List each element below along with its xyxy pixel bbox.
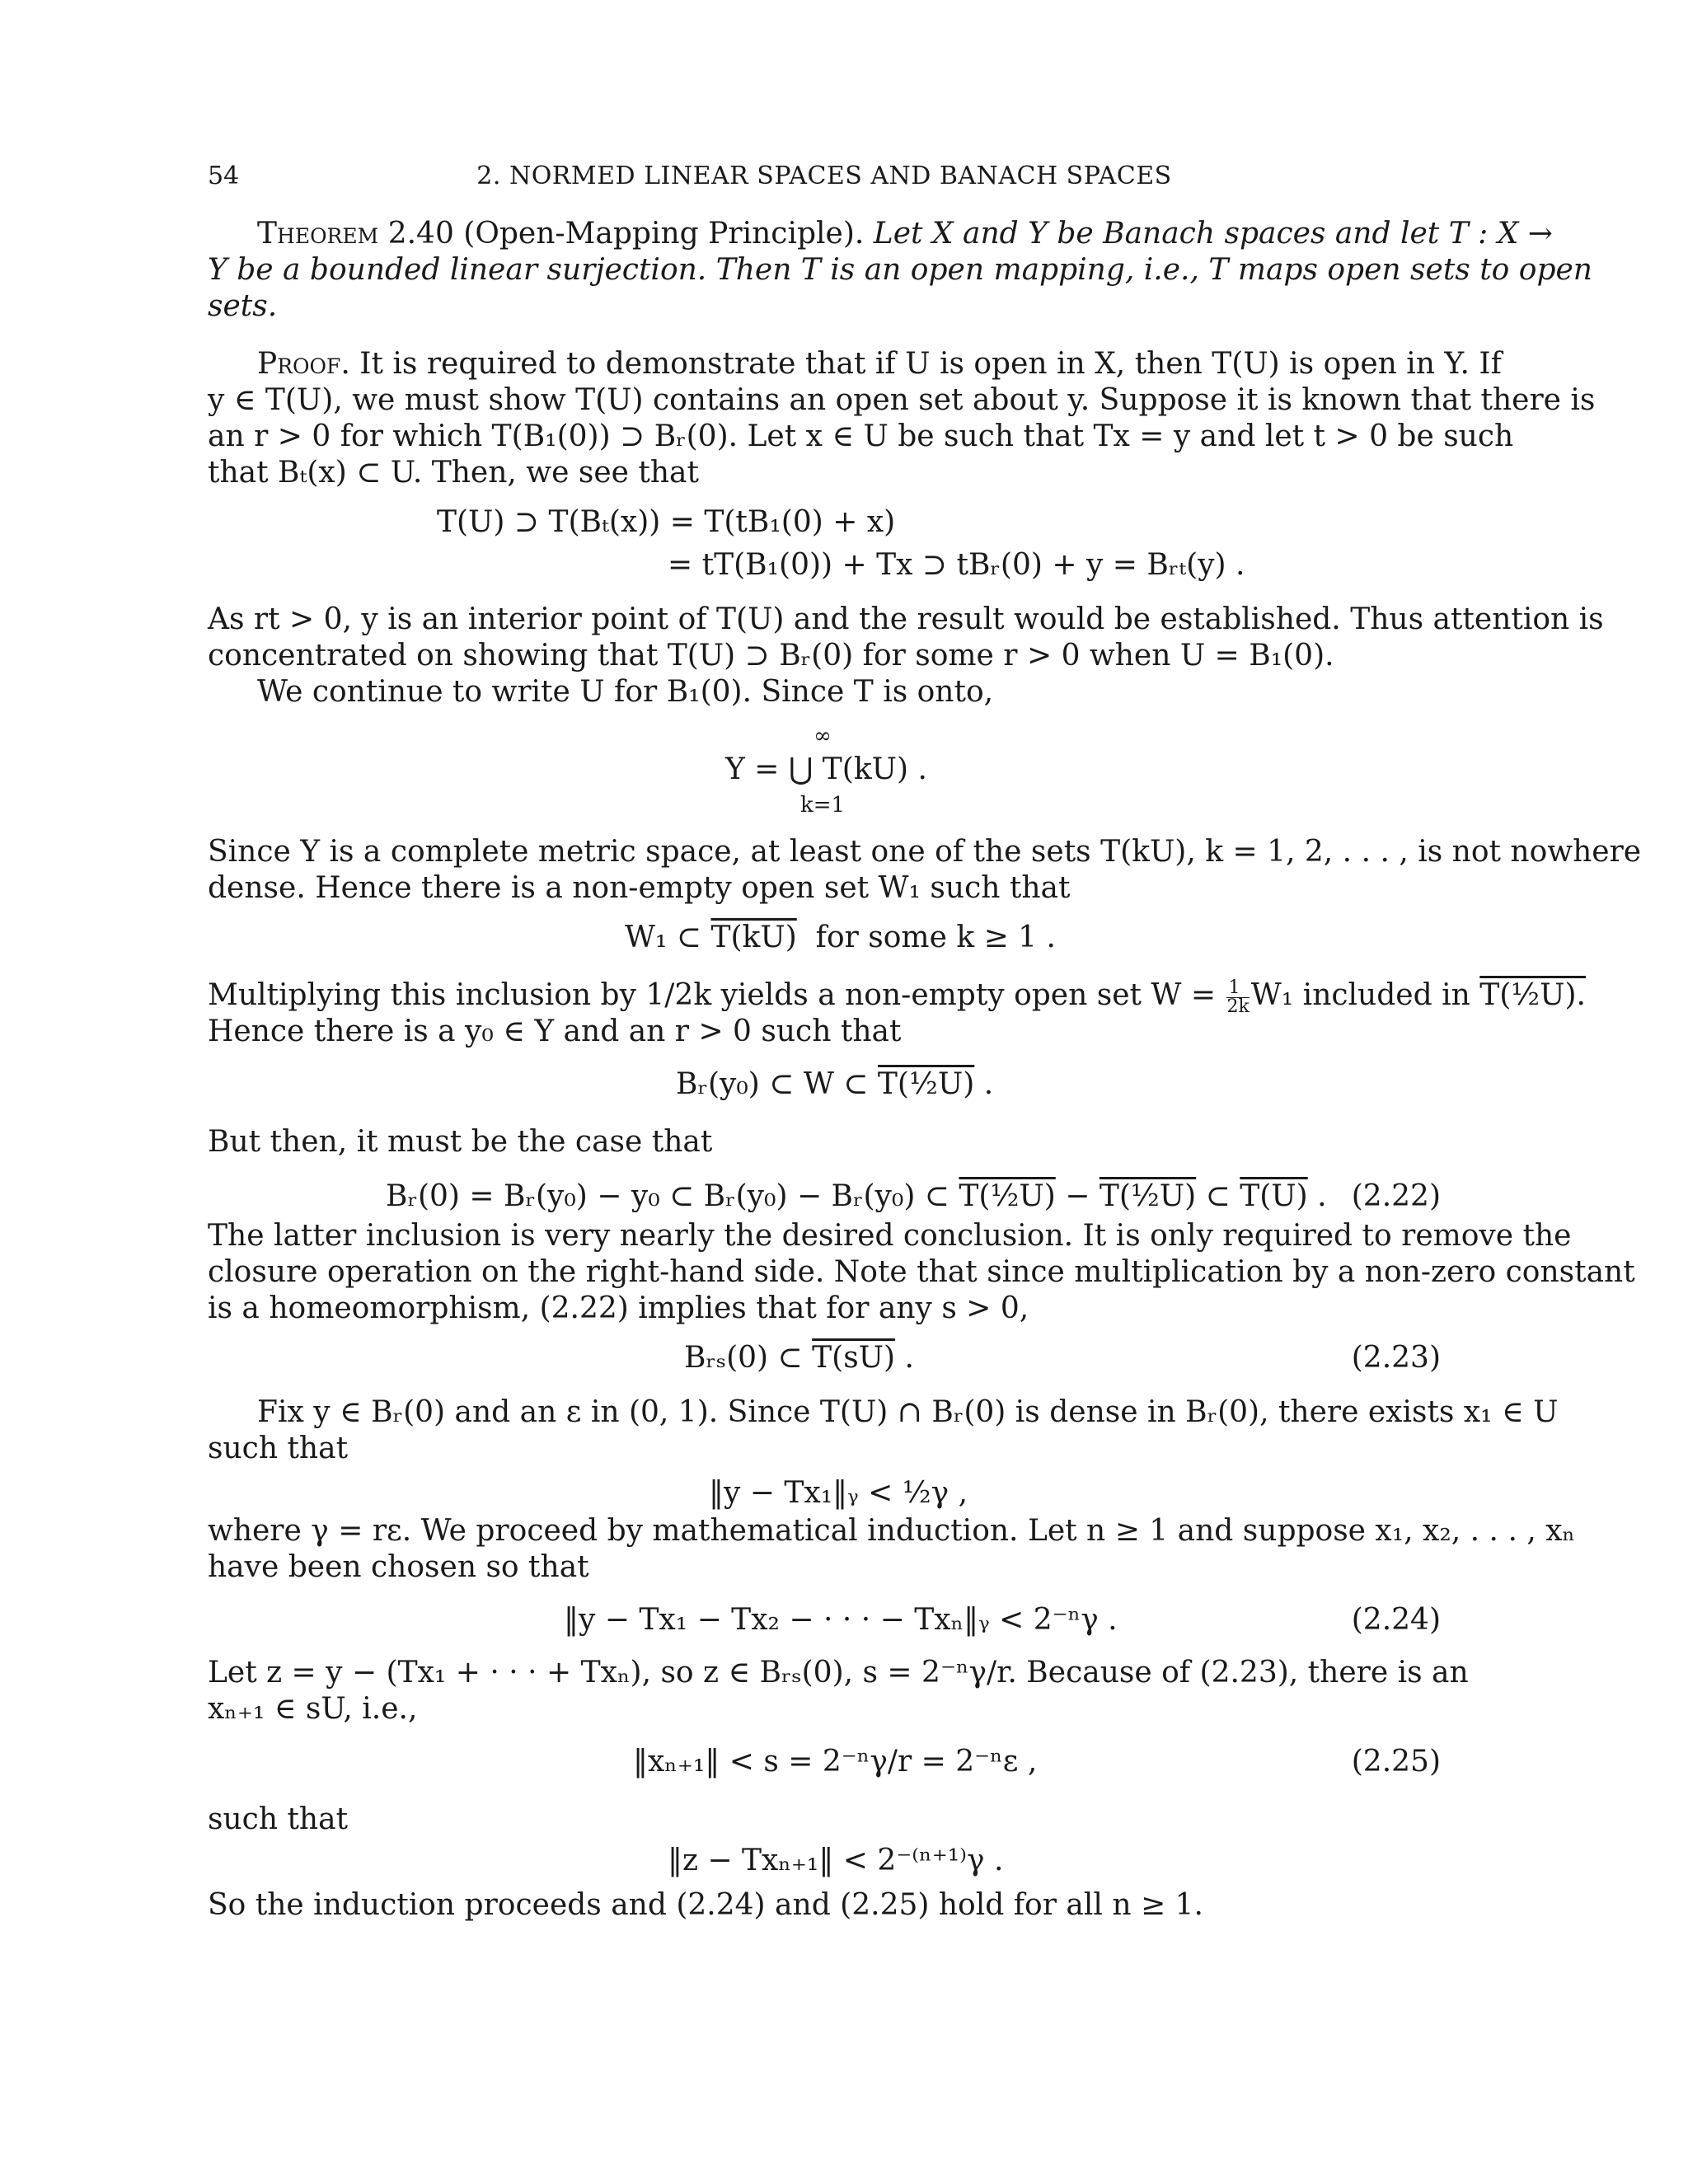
paragraph-2-line-2: concentrated on showing that T(U) ⊃ Bᵣ(0) for some r > 0 when U = B₁(0). [208, 639, 1334, 673]
paragraph-7-line-2: closure operation on the right-hand side. Note that since multiplication by a non-zero constant [208, 1255, 1635, 1289]
equation-2-22-left: Bᵣ(0) = Bᵣ(y₀) − y₀ ⊂ Bᵣ(y₀) − Bᵣ(y₀) ⊂ [386, 1179, 959, 1213]
equation-d-left: Bᵣ(y₀) ⊂ W ⊂ [676, 1067, 878, 1101]
equation-2-24-body: ‖y − Tx₁ − Tx₂ − · · · − Txₙ‖ᵧ < 2⁻ⁿγ . [564, 1603, 1118, 1637]
equation-2-22-closure-2: T(½U) [1099, 1179, 1197, 1213]
paragraph-2-line-1: As rt > 0, y is an interior point of T(U) and the result would be established. Thus attention is [208, 602, 1604, 636]
equation-a-line-2: = tT(B₁(0)) + Tx ⊃ tBᵣ(0) + y = Bᵣₜ(y) . [668, 548, 1245, 582]
theorem-statement-1: Let X and Y be Banach spaces and let T : X → [873, 217, 1553, 251]
fraction-numerator: 1 [1226, 979, 1249, 998]
theorem-line-3 [208, 288, 1441, 325]
theorem-number: 2.40 [387, 217, 454, 251]
equation-2-23-closure: T(sU) [812, 1341, 896, 1375]
equation-e: ‖y − Tx₁‖ᵧ < ½γ , [709, 1476, 968, 1510]
equation-c-left: W₁ ⊂ [625, 921, 711, 954]
union-expression: Y = ⋃ T(kU) . [725, 752, 927, 786]
equation-2-23-end: . [895, 1341, 914, 1375]
theorem-label: Theorem [257, 217, 379, 251]
equation-2-25-body: ‖xₙ₊₁‖ < s = 2⁻ⁿγ/r = 2⁻ⁿε , [633, 1745, 1038, 1779]
paragraph-3-line-1: We continue to write U for B₁(0). Since T is onto, [257, 675, 994, 709]
equation-a-line-1: T(U) ⊃ T(Bₜ(x)) = T(tB₁(0) + x) [437, 505, 896, 539]
union-equation [725, 752, 927, 788]
paragraph-7-line-1: The latter inclusion is very nearly the desired conclusion. It is only required to remove the [208, 1219, 1572, 1253]
theorem-statement-3: sets. [208, 289, 278, 323]
paragraph-8-line-2: such that [208, 1432, 349, 1465]
equation-2-22-closure-3: T(U) [1240, 1179, 1308, 1213]
equation-c-closure: T(kU) [710, 921, 797, 954]
equation-2-22-subset: ⊂ [1196, 1179, 1240, 1213]
equation-number-2-24: (2.24) [1351, 1603, 1441, 1637]
equation-2-22-end: . [1307, 1179, 1327, 1213]
equation-2-23-left: Bᵣₛ(0) ⊂ [684, 1341, 813, 1375]
paragraph-4-line-1: Since Y is a complete metric space, at least one of the sets T(kU), k = 1, 2, . . . , is not nowhere [208, 835, 1642, 869]
page-number: 54 [208, 162, 240, 190]
equation-c [625, 920, 1056, 956]
running-header [208, 162, 1441, 194]
paragraph-4-line-2: dense. Hence there is a non-empty open set W₁ such that [208, 871, 1071, 905]
paragraph-12-line-1: So the induction proceeds and (2.24) and (2.25) hold for all n ≥ 1. [208, 1888, 1203, 1922]
paragraph-5-text-b: W₁ included in [1250, 978, 1480, 1012]
proof-label: Proof. [257, 347, 350, 381]
paragraph-7-line-3: is a homeomorphism, (2.22) implies that for any s > 0, [208, 1291, 1029, 1325]
equation-d-closure: T(½U) [877, 1067, 975, 1101]
theorem-name: (Open-Mapping Principle). [463, 217, 865, 251]
equation-number-2-25: (2.25) [1351, 1745, 1441, 1779]
equation-2-23-body [684, 1340, 914, 1376]
equation-number-2-22: (2.22) [1351, 1179, 1441, 1213]
equation-d [676, 1066, 993, 1103]
fraction-denominator: 2k [1226, 996, 1250, 1017]
proof-line-1 [257, 346, 1502, 382]
fraction-1-over-2k [1226, 979, 1249, 1016]
paragraph-11-line-1: such that [208, 1802, 349, 1836]
union-lower-limit: k=1 [799, 793, 846, 818]
theorem-line-2 [208, 252, 1592, 288]
union-upper-limit: ∞ [814, 724, 832, 748]
paragraph-5-closure: T(½U). [1479, 978, 1586, 1012]
proof-text-1: It is required to demonstrate that if U is open in X, then T(U) is open in Y. If [359, 347, 1502, 381]
paragraph-5-line-2: Hence there is a y₀ ∈ Y and an r > 0 such that [208, 1015, 902, 1048]
paragraph-6-line-1: But then, it must be the case that [208, 1125, 713, 1159]
equation-2-22-body [386, 1179, 1327, 1215]
proof-line-3: an r > 0 for which T(B₁(0)) ⊃ Bᵣ(0). Let x ∈ U be such that Tx = y and let t > 0 be such [208, 419, 1514, 453]
paragraph-9-line-2: have been chosen so that [208, 1550, 589, 1584]
paragraph-5-text-a: Multiplying this inclusion by 1/2k yields a non-empty open set W = [208, 978, 1226, 1012]
paragraph-10-line-2: xₙ₊₁ ∈ sU, i.e., [208, 1692, 418, 1726]
chapter-title: 2. NORMED LINEAR SPACES AND BANACH SPACES [476, 162, 1172, 190]
theorem-line-1 [257, 216, 1553, 252]
paragraph-9-line-1: where γ = rε. We proceed by mathematical induction. Let n ≥ 1 and suppose x₁, x₂, . . . , xₙ [208, 1514, 1576, 1548]
proof-line-4: that Bₜ(x) ⊂ U. Then, we see that [208, 456, 699, 490]
equation-2-22-closure-1: T(½U) [959, 1179, 1056, 1213]
equation-2-22-minus: − [1055, 1179, 1100, 1213]
paragraph-5-line-1 [208, 977, 1586, 1017]
paragraph-10-line-1: Let z = y − (Tx₁ + · · · + Txₙ), so z ∈ Bᵣₛ(0), s = 2⁻ⁿγ/r. Because of (2.23), there is an [208, 1656, 1469, 1690]
equation-f: ‖z − Txₙ₊₁‖ < 2⁻⁽ⁿ⁺¹⁾γ . [668, 1844, 1004, 1877]
equation-number-2-23: (2.23) [1351, 1341, 1441, 1375]
proof-line-2: y ∈ T(U), we must show T(U) contains an open set about y. Suppose it is known that there is [208, 383, 1596, 417]
equation-d-right: . [974, 1067, 994, 1101]
theorem-statement-2: Y be a bounded linear surjection. Then T is an open mapping, i.e., T maps open sets to open [208, 253, 1592, 287]
equation-c-right: for some k ≥ 1 . [796, 921, 1056, 954]
paragraph-8-line-1: Fix y ∈ Bᵣ(0) and an ε in (0, 1). Since T(U) ∩ Bᵣ(0) is dense in Bᵣ(0), there exists x₁ ∈ U [257, 1395, 1559, 1429]
